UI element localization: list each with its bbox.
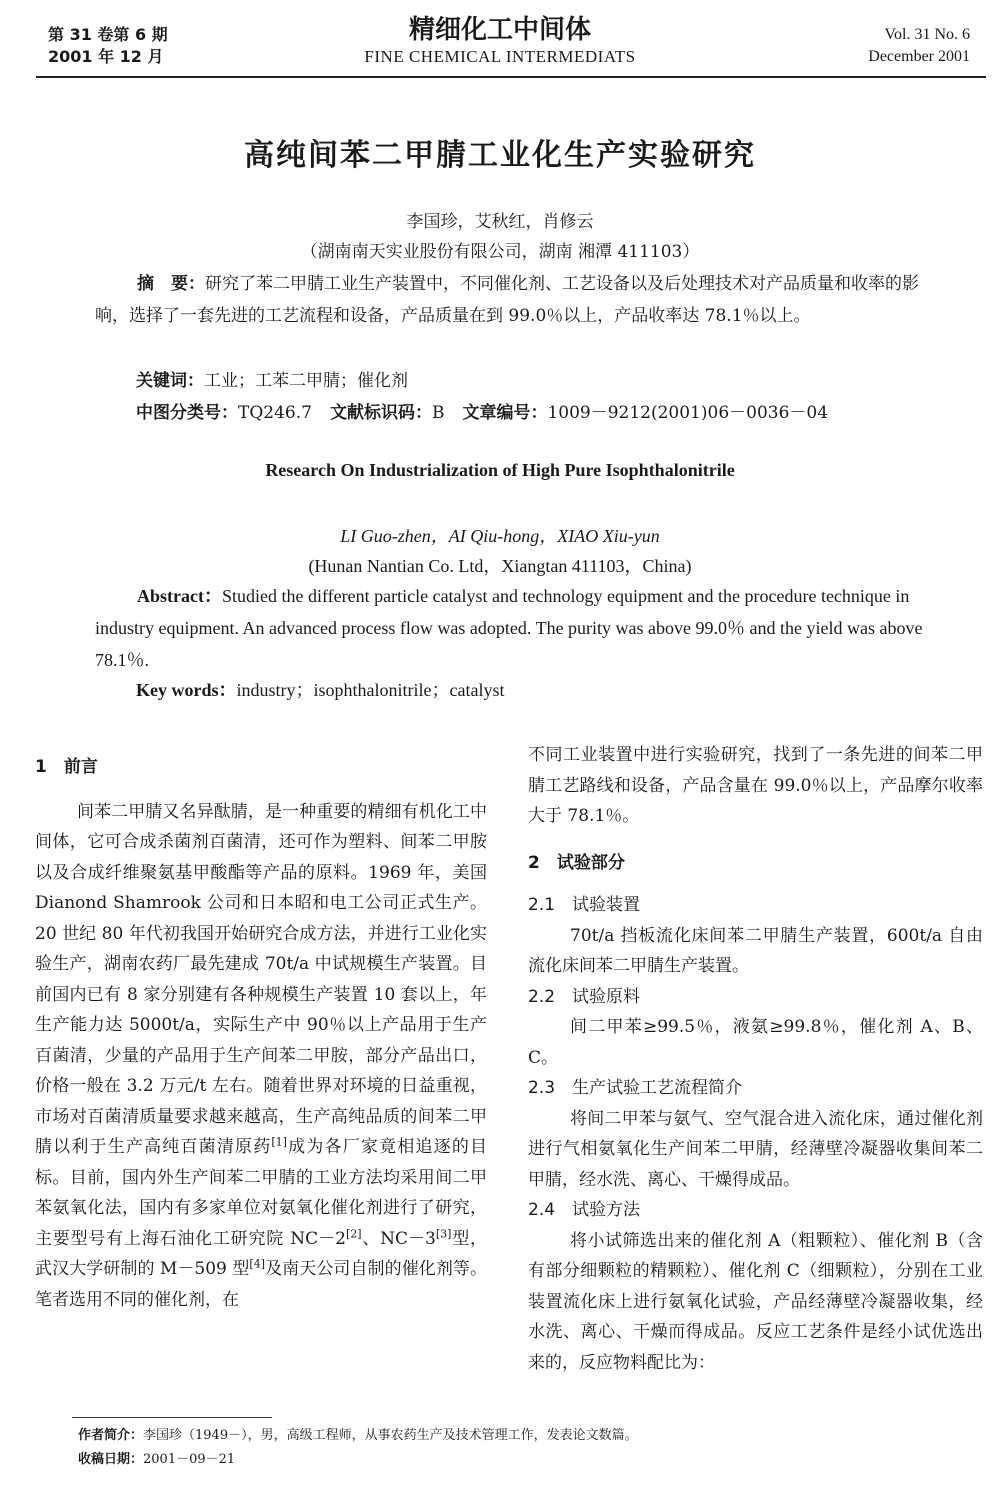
intro-text-a: 间苯二甲腈又名异酞腈，是一种重要的精细有机化工中间体，它可合成杀菌剂百菌清，还可作为塑料、间苯二甲胺以及合成纤维聚氨基甲酸酯等产品的原料。1969 年，美国 Dianond Shamrook 公司和日本昭和电工公司正式生产。20 世纪 80 年代初我国开始研究合成方法，并进行工业化实验生产，湖南农药厂最先建成 70t/a 中试规模生产装置。目前国内已有 8 家分别建有各种规模生产装置 10 套以上，年生产能力达 5000t/a，实际生产中 90％以上产品用于生产百菌清，少量的产品用于生产间苯二甲胺，部分产品出口，价格一般在 3.2 万元/t 左右。随着世界对环境的日益重视，市场对百菌清质量要求越来越高，生产高纯品质的间苯二甲腈以利于生产高纯百菌清原药 (35, 801, 487, 1157)
doc-code-label: 文献标识码： (329, 403, 432, 423)
authors-en: LI Guo-zhen，AI Qiu-hong，XIAO Xiu-yun (340, 526, 660, 546)
journal-masthead (0, 14, 1000, 68)
header-date-cn: 2001 年 12 月 (48, 47, 164, 66)
footnote-author-label: 作者简介： (78, 1428, 144, 1443)
classification-line (136, 398, 828, 423)
footnote-author-text: 李国珍（1949－），男，高级工程师，从事农药生产及技术管理工作，发表论文数篇。 (143, 1428, 638, 1443)
header-volume-en: Vol. 31 No. 6 (884, 26, 970, 43)
reference-2: [2] (345, 1226, 362, 1240)
reference-3: [3] (435, 1226, 452, 1240)
intro-text-b: 成为各厂家竟相追逐的目标。目前，国内外生产间苯二甲腈的工业方法均采用间二甲苯氨氧化法，国内有多家单位对氨氧化催化剂进行了研究，主要型号有上海石油化工研究院 NC－2 (35, 1137, 488, 1249)
clc-label: 中图分类号： (136, 403, 238, 423)
abstract-en-text: Studied the different particle catalyst and technology equipment and the procedure technique in industry equipment. An advanced process flow was adopted. The purity was above 99.0％ and the yield was above 78.1％. (95, 586, 923, 670)
affiliation-cn: （湖南南天实业股份有限公司，湖南 湘潭 411103） (300, 242, 700, 262)
intro-text-d: 型，武汉大学研制的 M－509 型 (35, 1228, 488, 1279)
abstract-en (95, 580, 925, 676)
paper-title-en: Research On Industrialization of High Pure Isophthalonitrile (265, 460, 735, 480)
footnote-date-label: 收稿日期： (78, 1452, 144, 1467)
keywords-en (136, 676, 504, 702)
section-2-1-heading: 2.1 试验装置 (528, 895, 641, 915)
footnote-received-date (78, 1448, 235, 1467)
section-1-paragraph (35, 797, 487, 1316)
section-1-heading: 1 前言 (35, 757, 98, 777)
article-number-value: 1009－9212(2001)06－0036－04 (547, 403, 829, 423)
body-right-column (528, 740, 983, 1378)
doc-code-value: B (431, 403, 445, 423)
abstract-en-label: Abstract： (137, 586, 222, 606)
article-number-label: 文章编号： (462, 403, 548, 423)
footnote-date-text: 2001－09－21 (143, 1452, 236, 1467)
abstract-cn-text: 研究了苯二甲腈工业生产装置中，不同催化剂、工艺设备以及后处理技术对产品质量和收率的影响，选择了一套先进的工艺流程和设备，产品质量在到 99.0％以上，产品收率达 78.1％以上。 (95, 274, 919, 326)
header-volume-info-en (868, 24, 970, 68)
keywords-cn (136, 366, 408, 391)
intro-text-e: 及南天公司自制的催化剂等。笔者选用不同的催化剂，在 (35, 1259, 487, 1310)
keywords-en-label: Key words： (136, 680, 237, 700)
journal-name-en: FINE CHEMICAL INTERMEDIATS (364, 47, 636, 66)
intro-text-c: 、NC－3 (361, 1228, 436, 1249)
section-2-2-heading: 2.2 试验原料 (528, 986, 641, 1007)
section-2-3-heading: 2.3 生产试验工艺流程简介 (528, 1078, 743, 1098)
section-2-3-text: 将间二甲苯与氨气、空气混合进入流化床，通过催化剂进行气相氨氧化生产间苯二甲腈，经薄壁冷凝器收集间苯二甲腈，经水洗、离心、干燥得成品。 (528, 1108, 983, 1190)
keywords-cn-text: 工业；工苯二甲腈；催化剂 (204, 371, 408, 391)
section-2-4-text: 将小试筛选出来的催化剂 A（粗颗粒）、催化剂 B（含有部分细颗粒的精颗粒）、催化剂 C（细颗粒），分别在工业装置流化床上进行氨氧化试验，产品经薄壁冷凝器收集，经水洗、离心、干燥而得成品。反应工艺条件是经小试优选出来的，反应物料配比为： (528, 1230, 983, 1373)
intro-continued: 不同工业装置中进行实验研究，找到了一条先进的间苯二甲腈工艺路线和设备，产品含量在 99.0％以上，产品摩尔收率大于 78.1％。 (528, 745, 983, 826)
keywords-cn-label: 关键词： (136, 371, 204, 391)
reference-4: [4] (249, 1257, 266, 1271)
footnote-author (78, 1424, 638, 1443)
affiliation-en: (Hunan Nantian Co. Ltd，Xiangtan 411103，China) (308, 556, 692, 576)
abstract-cn (95, 268, 925, 332)
paper-title-cn: 高纯间苯二甲腈工业化生产实验研究 (244, 138, 756, 173)
keywords-en-text: industry；isophthalonitrile；catalyst (236, 680, 505, 700)
header-divider (36, 76, 986, 78)
clc-value: TQ246.7 (238, 403, 312, 423)
abstract-cn-label: 摘 要： (137, 274, 205, 294)
body-left-column (35, 740, 487, 1315)
journal-name-cn: 精细化工中间体 (408, 15, 591, 45)
section-2-2-text: 间二甲苯≥99.5％，液氨≥99.8％，催化剂 A、B、C。 (528, 1017, 983, 1068)
reference-1: [1] (271, 1135, 287, 1149)
footnote-divider (72, 1417, 272, 1418)
header-date-en: December 2001 (868, 48, 970, 65)
section-2-4-heading: 2.4 试验方法 (528, 1200, 641, 1220)
authors-cn: 李国珍，艾秋红，肖修云 (406, 212, 594, 232)
header-volume-cn: 第 31 卷第 6 期 (48, 25, 168, 44)
section-2-heading: 2 试验部分 (528, 852, 625, 873)
section-2-1-text: 70t/a 挡板流化床间苯二甲腈生产装置，600t/a 自由流化床间苯二甲腈生产装置。 (528, 925, 983, 976)
